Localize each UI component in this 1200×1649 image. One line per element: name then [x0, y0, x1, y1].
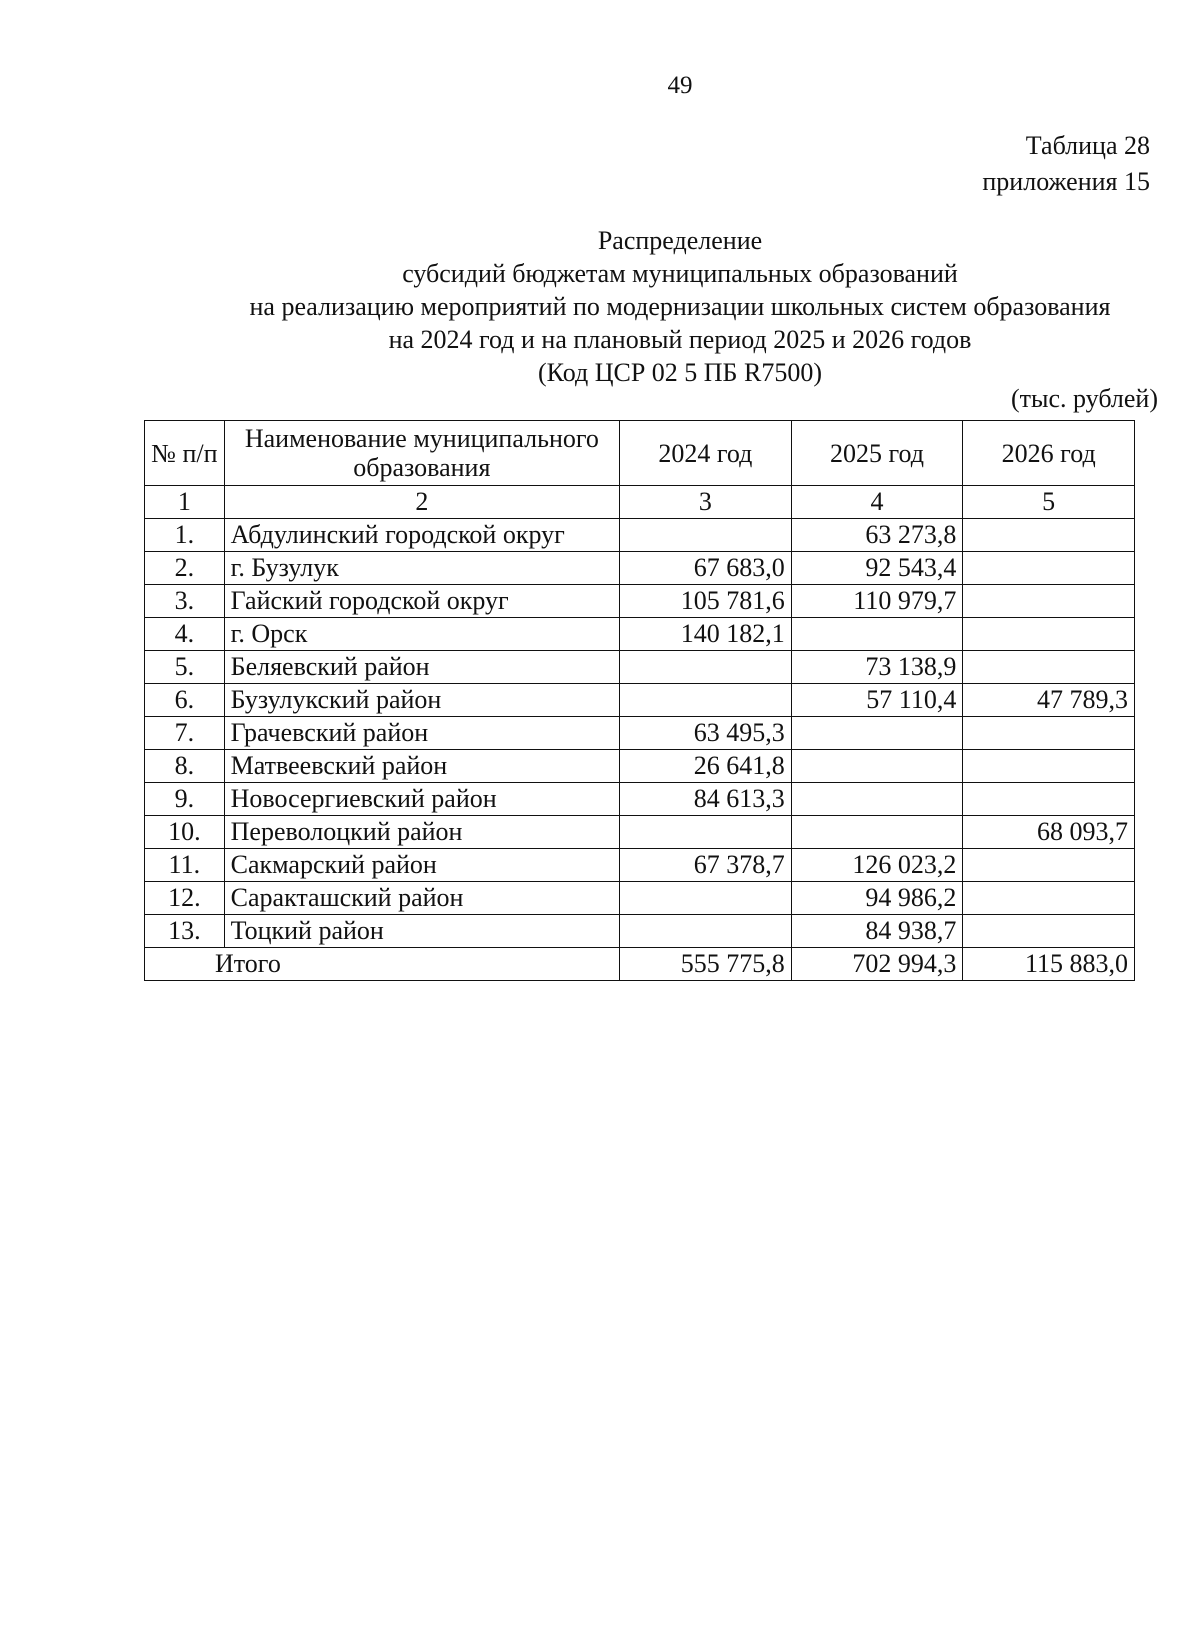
column-number: 4	[791, 486, 963, 519]
row-2024: 84 613,3	[620, 783, 792, 816]
table-row	[145, 915, 1135, 948]
row-2025	[791, 750, 963, 783]
row-2026	[963, 750, 1135, 783]
row-name: г. Орск	[224, 618, 619, 651]
row-2026	[963, 915, 1135, 948]
row-num: 5.	[145, 651, 225, 684]
row-2025	[791, 717, 963, 750]
row-2025: 126 023,2	[791, 849, 963, 882]
column-number: 5	[963, 486, 1135, 519]
title-line-5: (Код ЦСР 02 5 ПБ R7500)	[538, 358, 822, 387]
row-2024	[620, 816, 792, 849]
total-2024: 555 775,8	[620, 948, 792, 981]
row-2026: 47 789,3	[963, 684, 1135, 717]
table-row	[145, 618, 1135, 651]
row-num: 8.	[145, 750, 225, 783]
row-2024: 26 641,8	[620, 750, 792, 783]
row-name: Беляевский район	[224, 651, 619, 684]
title-line-3: на реализацию мероприятий по модернизации школьных систем образования	[249, 292, 1111, 321]
row-2024	[620, 915, 792, 948]
table-row	[145, 750, 1135, 783]
row-num: 9.	[145, 783, 225, 816]
row-num: 7.	[145, 717, 225, 750]
row-2025: 94 986,2	[791, 882, 963, 915]
row-name: Грачевский район	[224, 717, 619, 750]
row-name: Гайский городской округ	[224, 585, 619, 618]
row-num: 6.	[145, 684, 225, 717]
row-2026	[963, 651, 1135, 684]
header-num: № п/п	[145, 421, 225, 486]
row-name: Переволоцкий район	[224, 816, 619, 849]
table-row	[145, 816, 1135, 849]
row-2026	[963, 849, 1135, 882]
row-name: Саракташский район	[224, 882, 619, 915]
appendix-label: приложения 15	[982, 167, 1150, 196]
row-2025: 57 110,4	[791, 684, 963, 717]
row-2026	[963, 552, 1135, 585]
row-2025	[791, 618, 963, 651]
table-row	[145, 849, 1135, 882]
row-2026	[963, 519, 1135, 552]
table-row	[145, 783, 1135, 816]
row-2024: 105 781,6	[620, 585, 792, 618]
row-2025: 110 979,7	[791, 585, 963, 618]
row-2026	[963, 717, 1135, 750]
row-2026	[963, 882, 1135, 915]
table-row	[145, 552, 1135, 585]
annex-reference	[982, 128, 1150, 200]
table-row	[145, 519, 1135, 552]
title-line-4: на 2024 год и на плановый период 2025 и 2026 годов	[388, 325, 972, 354]
row-num: 10.	[145, 816, 225, 849]
total-2025: 702 994,3	[791, 948, 963, 981]
row-2025: 84 938,7	[791, 915, 963, 948]
table-row	[145, 651, 1135, 684]
row-name: Абдулинский городской округ	[224, 519, 619, 552]
row-num: 4.	[145, 618, 225, 651]
total-row	[145, 948, 1135, 981]
row-2024: 67 683,0	[620, 552, 792, 585]
row-2024: 67 378,7	[620, 849, 792, 882]
page-number: 49	[667, 72, 693, 99]
total-2026: 115 883,0	[963, 948, 1135, 981]
header-2024: 2024 год	[620, 421, 792, 486]
title-line-1: Распределение	[597, 226, 763, 255]
header-2025: 2025 год	[791, 421, 963, 486]
row-2024	[620, 651, 792, 684]
row-2024: 63 495,3	[620, 717, 792, 750]
column-number: 1	[145, 486, 225, 519]
column-number: 2	[224, 486, 619, 519]
row-2024: 140 182,1	[620, 618, 792, 651]
row-2026	[963, 618, 1135, 651]
row-2025	[791, 816, 963, 849]
row-2025	[791, 783, 963, 816]
row-num: 12.	[145, 882, 225, 915]
row-name: Матвеевский район	[224, 750, 619, 783]
row-2024	[620, 519, 792, 552]
row-name: г. Бузулук	[224, 552, 619, 585]
column-number-row	[145, 486, 1135, 519]
column-number: 3	[620, 486, 792, 519]
row-2025: 92 543,4	[791, 552, 963, 585]
table-row	[145, 684, 1135, 717]
row-num: 1.	[145, 519, 225, 552]
row-2024	[620, 882, 792, 915]
total-label: Итого	[145, 948, 620, 981]
row-num: 2.	[145, 552, 225, 585]
units-label: (тыс. рублей)	[1010, 384, 1158, 413]
row-2024	[620, 684, 792, 717]
table-header-row	[145, 421, 1135, 486]
row-name: Бузулукский район	[224, 684, 619, 717]
row-num: 13.	[145, 915, 225, 948]
row-2025: 63 273,8	[791, 519, 963, 552]
row-num: 11.	[145, 849, 225, 882]
table-label: Таблица 28	[1025, 131, 1150, 160]
table-row	[145, 882, 1135, 915]
subsidy-table	[144, 420, 1135, 981]
row-2025: 73 138,9	[791, 651, 963, 684]
document-title	[140, 224, 1200, 389]
row-name: Сакмарский район	[224, 849, 619, 882]
row-2026	[963, 585, 1135, 618]
row-name: Новосергиевский район	[224, 783, 619, 816]
header-2026: 2026 год	[963, 421, 1135, 486]
header-name: Наименование муниципального образования	[224, 421, 619, 486]
row-2026	[963, 783, 1135, 816]
row-name: Тоцкий район	[224, 915, 619, 948]
row-2026: 68 093,7	[963, 816, 1135, 849]
row-num: 3.	[145, 585, 225, 618]
table-row	[145, 585, 1135, 618]
table-row	[145, 717, 1135, 750]
title-line-2: субсидий бюджетам муниципальных образований	[402, 259, 958, 288]
